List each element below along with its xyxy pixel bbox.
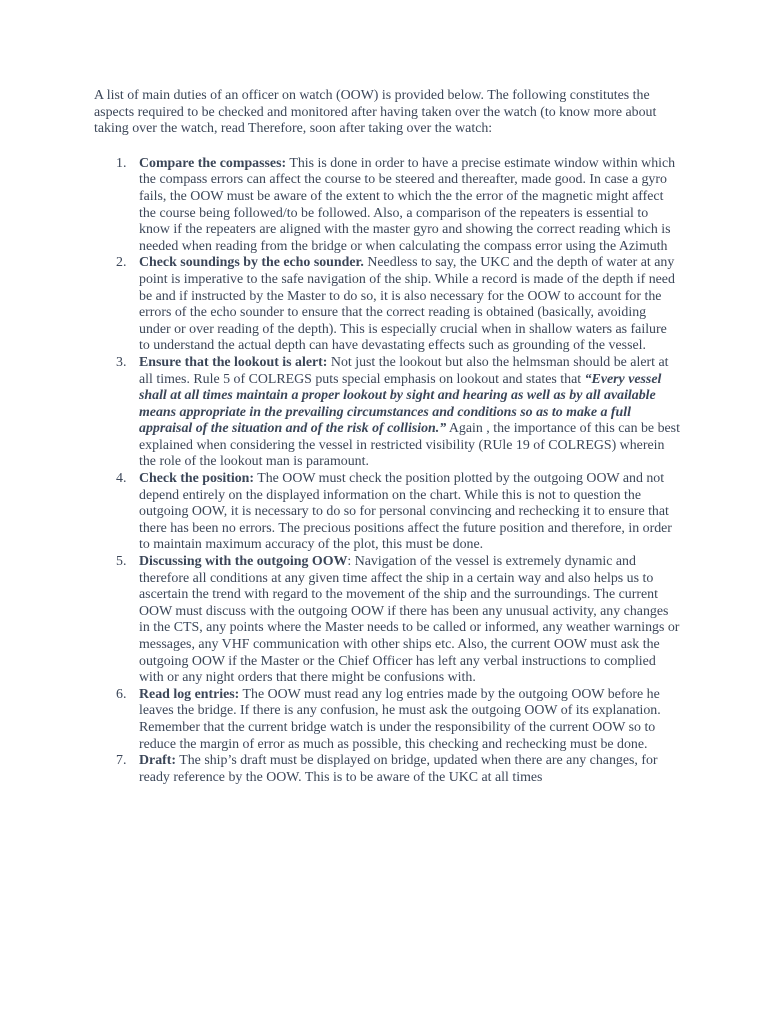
list-item — [94, 753, 680, 786]
item-body: The OOW must check the position plotted by the outgoing OOW and not depend entirely on the displayed information on the chart. While this is not to question the outgoing OOW, it is necessary to do so for personal convincing and rechecking it to ensure that there has been no errors. The precious positions affect the future position and therefore, in order to maintain maximum accuracy of the plot, this must be done. — [139, 471, 672, 553]
item-title: Check the position: — [139, 471, 254, 487]
item-number: 4. — [116, 471, 127, 487]
list-item — [94, 471, 680, 554]
item-body: This is done in order to have a precise estimate window within which the compass errors can affect the course to be steered and thereafter, made good. In case a gyro fails, the OOW must be aware of the extent to which the the error of the magnetic might affect the course being followed/to be followed. Also, a comparison of the repeaters is essential to know if the repeaters are aligned with the master gyro and showing the correct reading which is needed when reading from the bridge or when calculating the compass error using the Azimuth — [139, 155, 676, 254]
item-body: Not just the lookout but also the helmsman should be alert at all times. Rule 5 of COLREGS puts special emphasis on lookout and states that — [139, 354, 669, 387]
item-title: Compare the compasses: — [139, 155, 287, 171]
item-title: Discussing with the outgoing OOW — [139, 554, 348, 570]
item-number: 3. — [116, 354, 127, 370]
item-number: 2. — [116, 255, 127, 271]
item-body-continued: Again , the importance of this can be best explained when considering the vessel in restricted visibility (RUle 19 of COLREGS) wherein the role of the lookout man is paramount. — [139, 421, 680, 470]
intro-paragraph: A list of main duties of an officer on watch (OOW) is provided below. The following constitutes the aspects required to be checked and monitored after having taken over the watch (to know more about taking over the watch, read Therefore, soon after taking over the watch: — [94, 88, 657, 137]
item-body: The ship’s draft must be displayed on bridge, updated when there are any changes, for ready reference by the OOW. This is to be aware of the UKC at all times — [139, 753, 658, 785]
list-item — [94, 255, 680, 355]
duties-list — [94, 156, 680, 787]
item-title: Check soundings by the echo sounder. — [139, 255, 364, 271]
list-item — [94, 355, 680, 471]
item-title: Read log entries: — [139, 686, 240, 702]
item-title: Ensure that the lookout is alert: — [139, 354, 328, 370]
item-body: : Navigation of the vessel is extremely dynamic and therefore all conditions at any given time affect the ship in a certain way and also helps us to ascertain the trend with regard to the movement of the ship and the surroundings. The current OOW must discuss with the outgoing OOW if there has been any unusual activity, any changes in the CTS, any points where the Master needs to be called or informed, any weather warnings or messages, any VHF communication with other ships etc. Also, the current OOW must ask the outgoing OOW if the Master or the Chief Officer has left any verbal instructions to complied with or any night orders that there might be confusions with. — [139, 554, 680, 686]
item-body: Needless to say, the UKC and the depth of water at any point is imperative to the safe navigation of the ship. While a record is made of the depth if need be and if instructed by the Master to do so, it is also necessary for the OOW to account for the errors of the echo sounder to ensure that the correct reading is obtained (basically, avoiding under or over reading of the depth). This is especially crucial when in shallow waters as failure to understand the actual depth can have devastating effects such as grounding of the vessel. — [139, 255, 675, 354]
item-body: The OOW must read any log entries made by the outgoing OOW before he leaves the bridge. If there is any confusion, he must ask the outgoing OOW of its explanation. Remember that the current bridge watch is under the responsibility of the current OOW so to reduce the margin of error as much as possible, this checking and rechecking must be done. — [139, 686, 661, 752]
list-item — [94, 156, 680, 256]
list-item — [94, 554, 680, 687]
item-number: 6. — [116, 686, 127, 702]
item-number: 5. — [116, 554, 127, 570]
document-page — [94, 88, 680, 786]
list-item — [94, 687, 680, 753]
item-number: 7. — [116, 753, 127, 769]
colregs-quote: “Every vessel shall at all times maintain a proper lookout by sight and hearing as well as by all available means appropriate in the prevailing circumstances and conditions so as to make a full appraisal of the situation and of the risk of collision.” — [139, 371, 662, 437]
item-title: Draft: — [139, 753, 177, 769]
item-number: 1. — [116, 155, 127, 171]
